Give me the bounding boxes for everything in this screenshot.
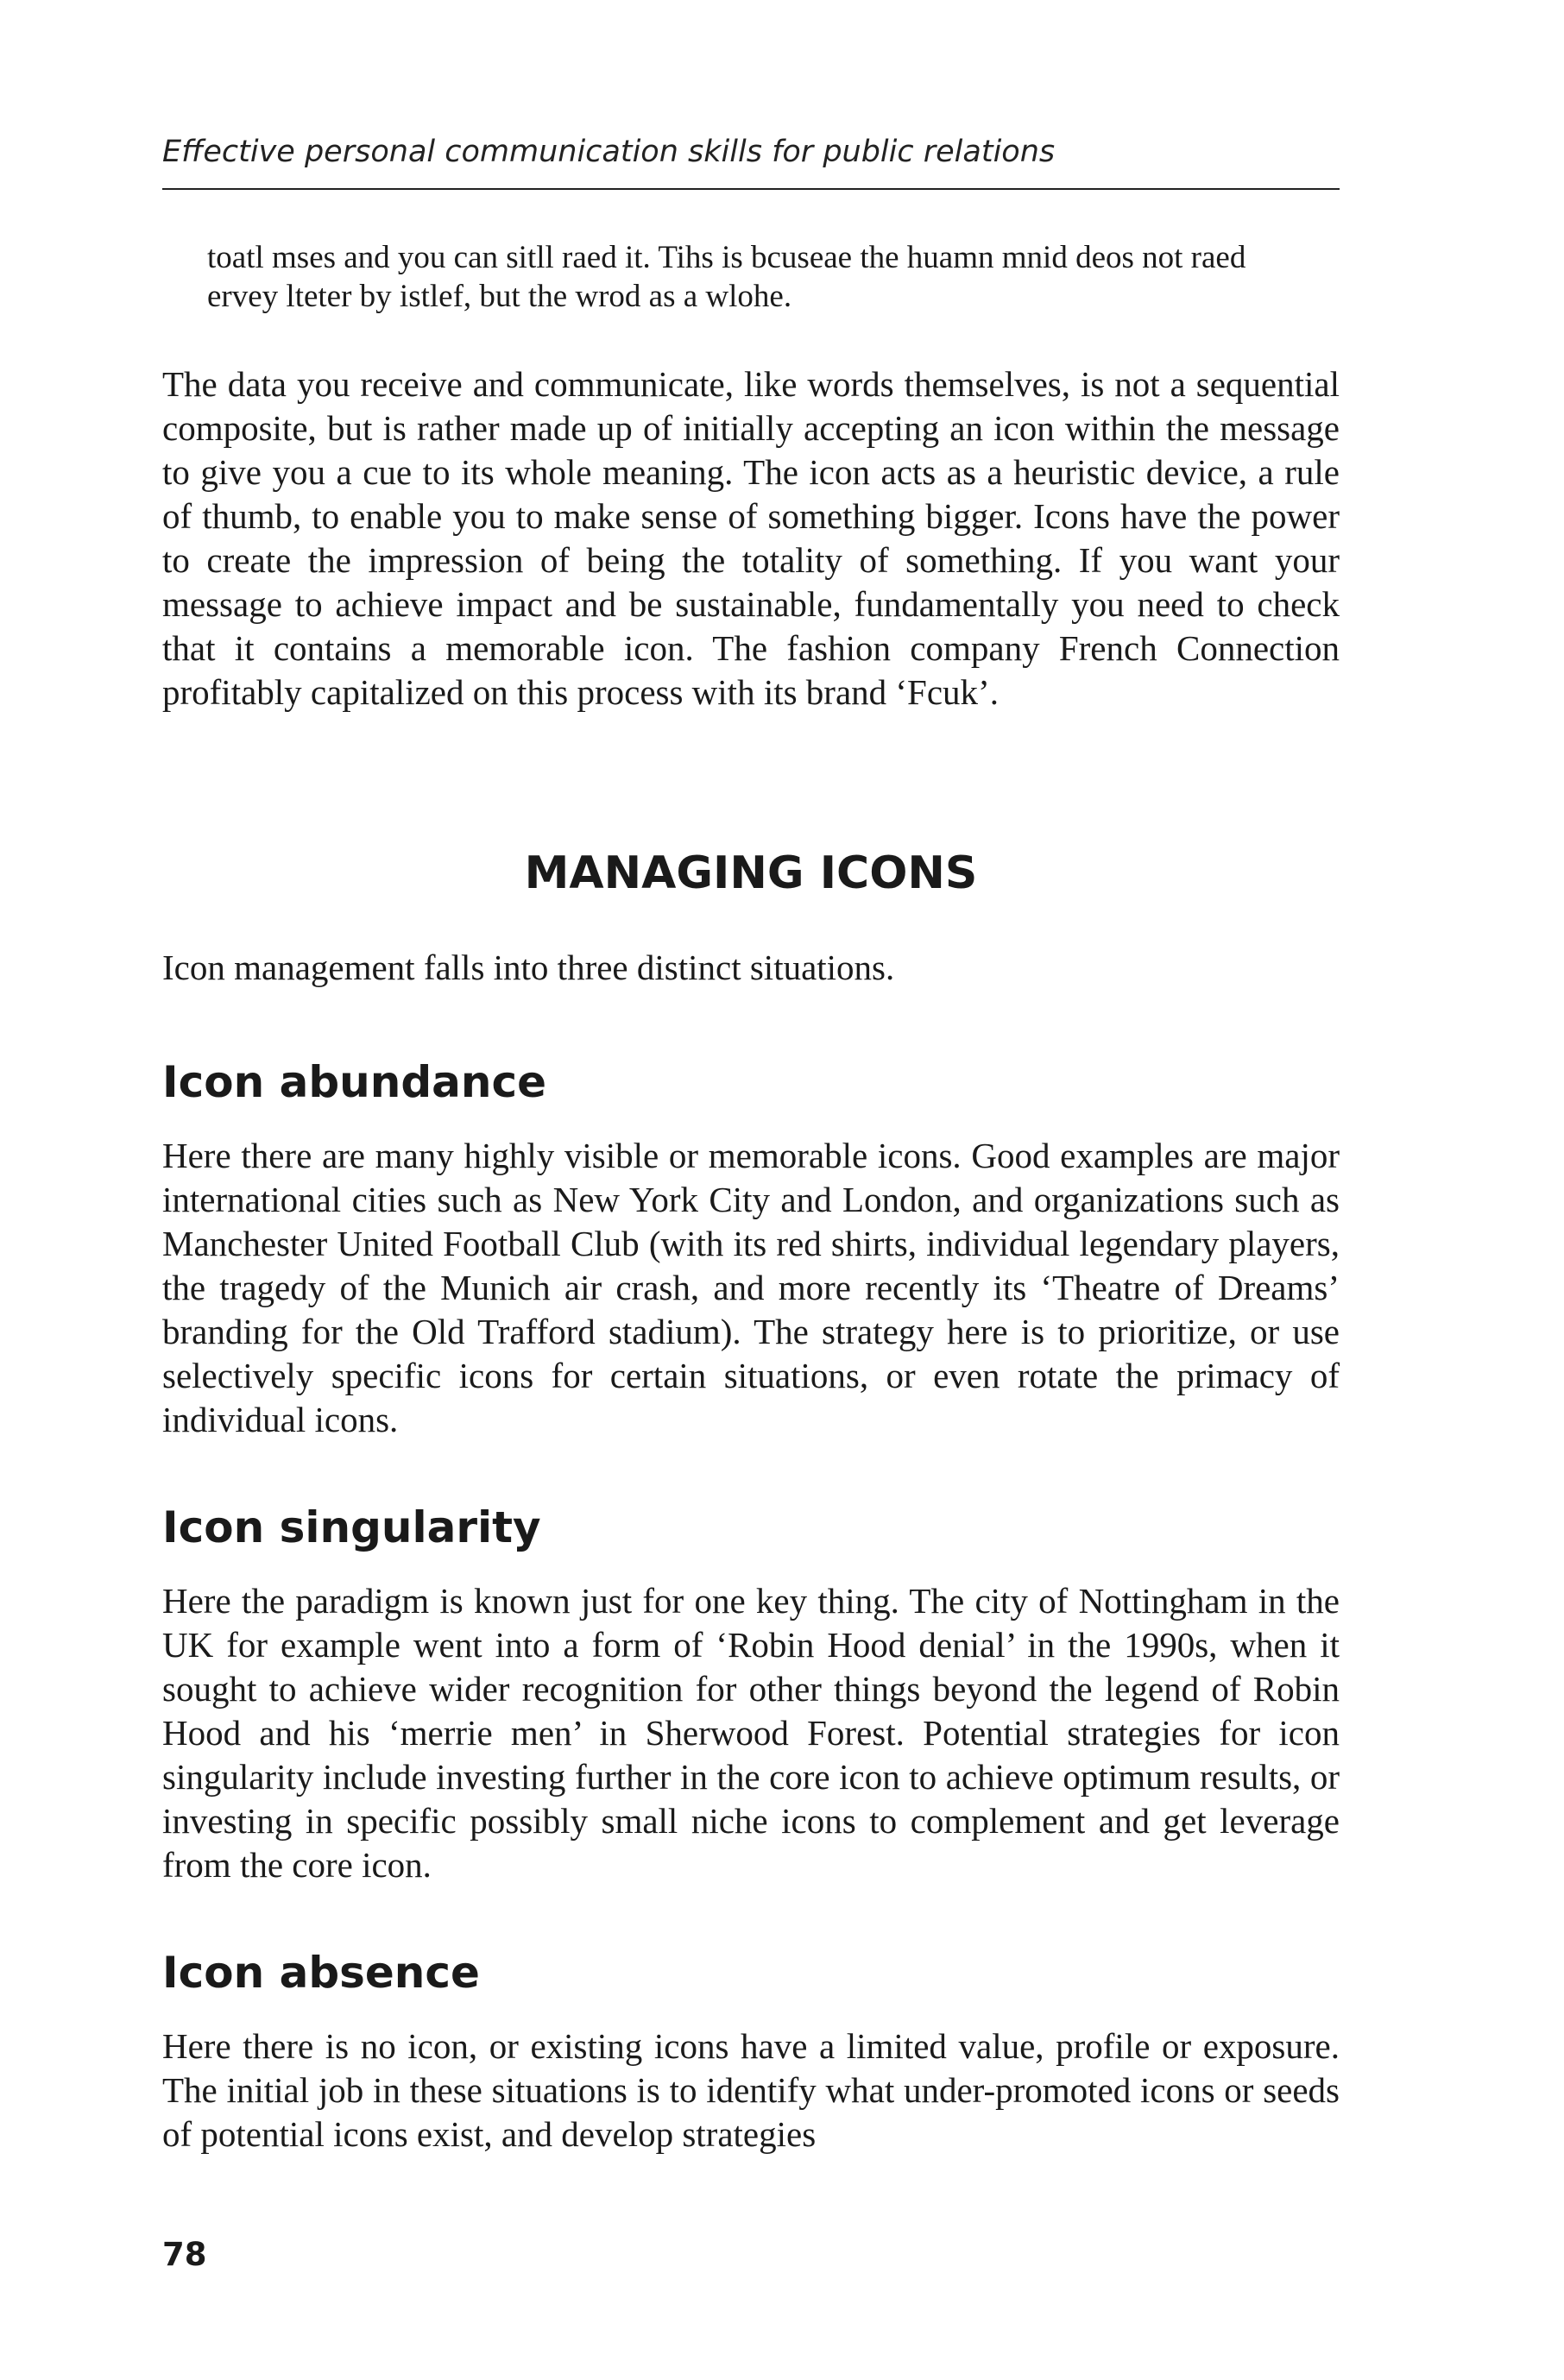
running-header: Effective personal communication skills for public relations [162, 135, 1056, 169]
section-intro: Icon management falls into three distinct situations. [162, 948, 895, 987]
header-rule [162, 188, 1340, 190]
paragraph-icon-singularity: Here the paradigm is known just for one key thing. The city of Nottingham in the UK for example went into a form of ‘Robin Hood denial’ in the 1990s, when it sought to achieve wider recognition for other things beyond the legend of Robin Hood and his ‘merrie men’ in Sherwood Forest. Potential strategies for icon singularity include investing further in the core icon to achieve optimum results, or investing in specific possibly small niche icons to complement and get leverage from the core icon. [162, 1581, 1340, 1885]
scrambled-text-quote: toatl mses and you can sitll raed it. Tihs is bcuseae the huamn mnid deos not raed ervey lteter by istlef, but the wrod as a wlohe. [207, 240, 1246, 314]
section-heading: MANAGING ICONS [524, 847, 978, 899]
book-page [162, 0, 1340, 2380]
page-number: 78 [162, 2236, 207, 2273]
subheading-icon-absence: Icon absence [162, 1948, 480, 1998]
subheading-icon-abundance: Icon abundance [162, 1057, 546, 1107]
paragraph-icon-absence: Here there is no icon, or existing icons have a limited value, profile or exposure. The initial job in these situations is to identify what under-promoted icons or seeds of potential icons exist, and develop strategies [162, 2026, 1340, 2154]
body-paragraph-icons: The data you receive and communicate, like words themselves, is not a sequential composite, but is rather made up of initially accepting an icon within the message to give you a cue to its whole meaning. The icon acts as a heuristic device, a rule of thumb, to enable you to make sense of something bigger. Icons have the power to create the impression of being the totality of something. If you want your message to achieve impact and be sustainable, fundamentally you need to check that it contains a memorable icon. The fashion company French Connection profitably capitalized on this process with its brand ‘Fcuk’. [162, 364, 1340, 712]
paragraph-icon-abundance: Here there are many highly visible or memorable icons. Good examples are major international cities such as New York City and London, and organizations such as Manchester United Football Club (with its red shirts, individual legendary players, the tragedy of the Munich air crash, and more recently its ‘Theatre of Dreams’ branding for the Old Trafford stadium). The strategy here is to prioritize, or use selectively specific icons for certain situations, or even rotate the primacy of individual icons. [162, 1136, 1340, 1439]
subheading-icon-singularity: Icon singularity [162, 1502, 541, 1552]
